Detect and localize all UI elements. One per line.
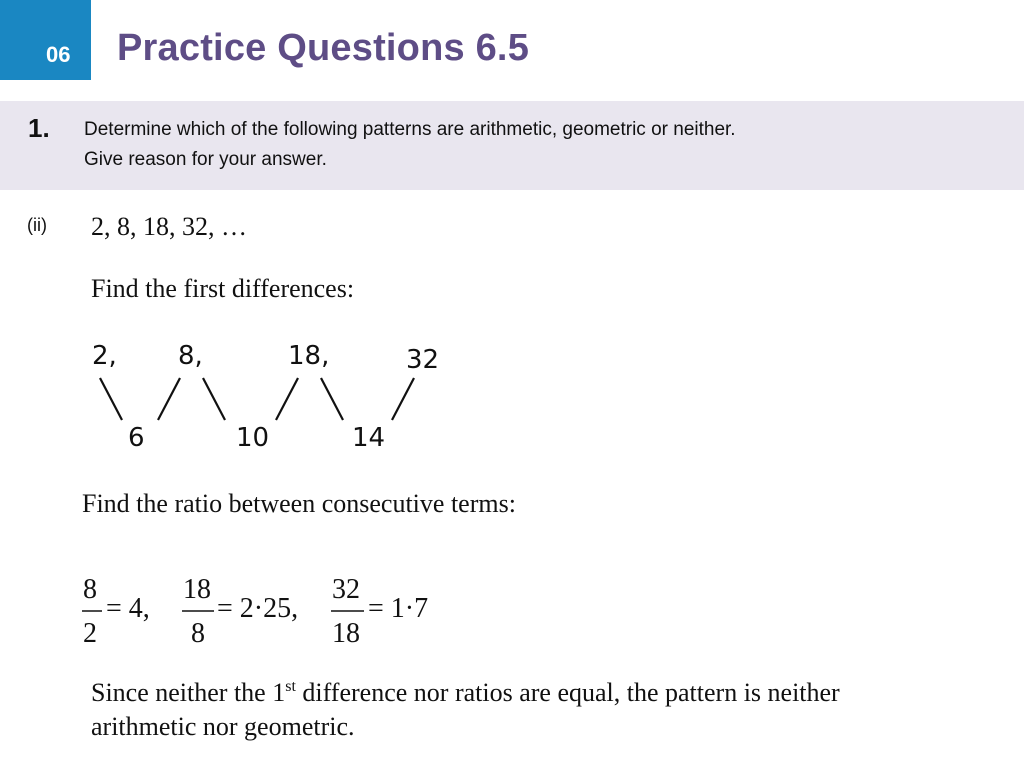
conclusion-text (91, 676, 951, 744)
ratio-1-numerator: 8 (83, 574, 97, 605)
diff-line-3b (392, 378, 414, 420)
ratio-3-numerator: 32 (332, 574, 360, 605)
term-2: 8, (178, 341, 203, 371)
term-3: 18, (288, 341, 330, 371)
ratio-1-denominator: 2 (83, 618, 97, 649)
ratios-row (80, 568, 500, 654)
difference-1: 6 (128, 423, 145, 453)
question-band (0, 101, 1024, 190)
diff-line-2b (276, 378, 298, 420)
ratio-2-denominator: 8 (191, 618, 205, 649)
page-title: Practice Questions 6.5 (117, 27, 530, 69)
step-ratios: Find the ratio between consecutive terms: (82, 489, 516, 518)
question-line-2: Give reason for your answer. (84, 149, 327, 170)
differences-diagram (88, 338, 448, 456)
diff-line-1b (158, 378, 180, 420)
ratio-2-result: = 2·25, (217, 593, 299, 624)
term-1: 2, (92, 341, 117, 371)
diff-line-1a (100, 378, 122, 420)
part-label: (ii) (27, 215, 47, 235)
ratio-1-result: = 4, (106, 593, 150, 624)
conclusion-after: difference nor ratios are equal, the pattern is neither arithmetic nor geometric. (91, 678, 840, 741)
sequence-text: 2, 8, 18, 32, … (91, 212, 247, 241)
difference-3: 14 (352, 423, 386, 453)
term-4: 32 (406, 345, 440, 375)
chapter-number: 06 (46, 42, 71, 67)
ratio-2-numerator: 18 (183, 574, 211, 605)
difference-2: 10 (236, 423, 270, 453)
chapter-tab (0, 0, 91, 80)
ratio-3-result: = 1·7 (368, 593, 429, 624)
question-text (84, 115, 984, 175)
step-first-differences: Find the first differences: (91, 274, 355, 303)
diff-line-2a (203, 378, 225, 420)
conclusion-superscript: st (285, 678, 296, 695)
question-number: 1. (28, 113, 50, 143)
diff-line-3a (321, 378, 343, 420)
ratio-3-denominator: 18 (332, 618, 360, 649)
conclusion-before: Since neither the 1 (91, 678, 286, 707)
question-line-1: Determine which of the following patterns are arithmetic, geometric or neither. (84, 119, 736, 140)
